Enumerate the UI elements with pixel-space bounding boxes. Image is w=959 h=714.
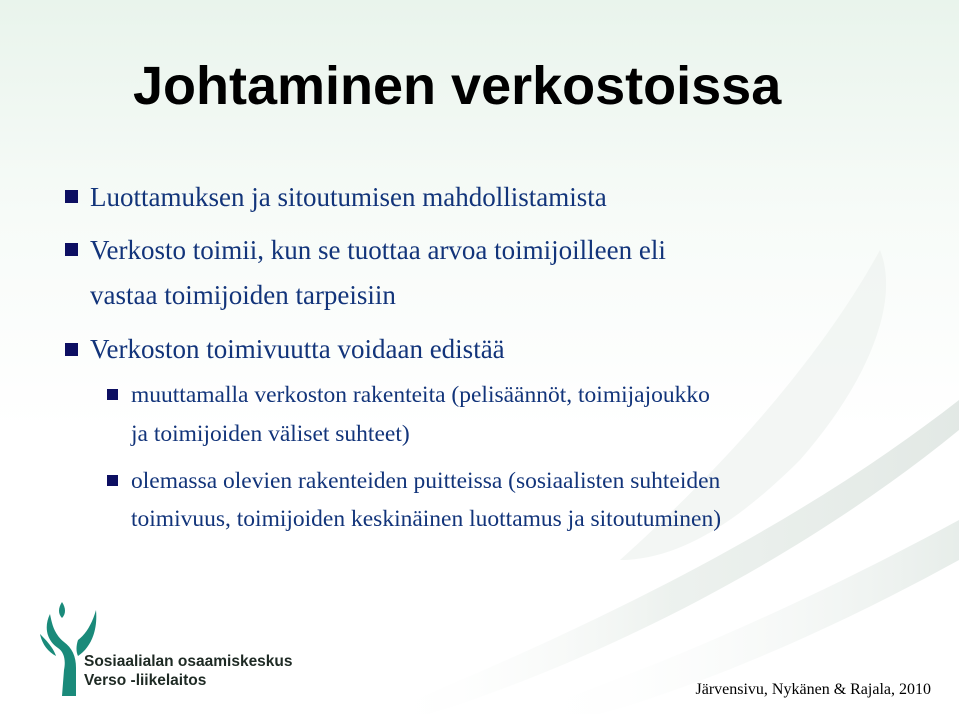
- bullet-square-icon: [65, 343, 78, 356]
- bullet-square-icon: [65, 243, 78, 256]
- logo-text-line2: Verso -liikelaitos: [84, 672, 207, 689]
- bullet-item-2-line1: Verkosto toimii, kun se tuottaa arvoa toimijoilleen eli: [90, 235, 666, 265]
- logo-text-line1: Sosiaalialan osaamiskeskus: [84, 653, 293, 670]
- sub-bullet-item-1-line2: ja toimijoiden väliset suhteet): [131, 421, 410, 447]
- sub-bullet-square-icon: [107, 475, 118, 486]
- sub-bullet-item-2-line1: olemassa olevien rakenteiden puitteissa (sosiaalisten suhteiden: [131, 468, 721, 494]
- slide-title: Johtaminen verkostoissa: [133, 56, 782, 116]
- bullet-square-icon: [65, 190, 78, 203]
- sub-bullet-item-1-line1: muuttamalla verkoston rakenteita (pelisäännöt, toimijajoukko: [131, 382, 710, 408]
- bullet-item-3: Verkoston toimivuutta voidaan edistää: [90, 334, 505, 364]
- sub-bullet-square-icon: [107, 389, 118, 400]
- bullet-item-1: Luottamuksen ja sitoutumisen mahdollistamista: [90, 182, 607, 212]
- footer-citation: Järvensivu, Nykänen & Rajala, 2010: [695, 681, 931, 698]
- bullet-item-2-line2: vastaa toimijoiden tarpeisiin: [90, 280, 396, 310]
- sub-bullet-item-2-line2: toimivuus, toimijoiden keskinäinen luottamus ja sitoutuminen): [131, 506, 722, 532]
